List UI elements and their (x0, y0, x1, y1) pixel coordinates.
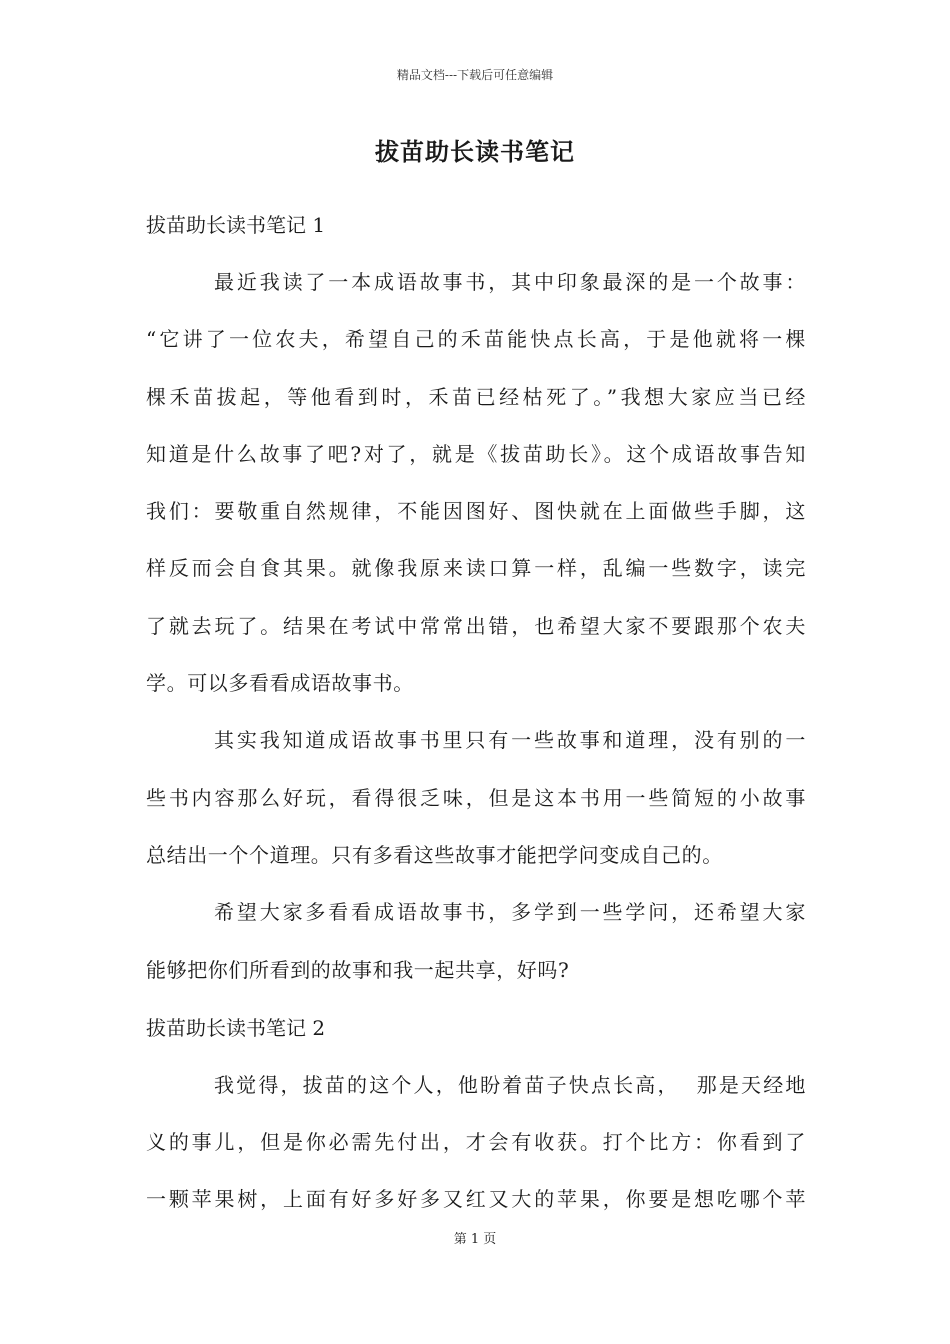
section-heading-2: 拔苗助长读书笔记 2 (146, 1015, 326, 1040)
section-heading-1: 拔苗助长读书笔记 1 (146, 213, 326, 237)
document-body (146, 196, 806, 1229)
text-line: 最近我读了一本成语故事书，其中印象最深的是一个故事： (214, 270, 806, 294)
text-line: 希望大家多看看成语故事书，多学到一些学问，还希望大家 (214, 900, 806, 925)
text-line: 学。可以多看看成语故事书。 (146, 671, 414, 696)
text-line: 知道是什么故事了吧?对了，就是《拔苗助长》。这个成语故事告知 (146, 441, 806, 466)
text-line: 棵禾苗拔起，等他看到时，禾苗已经枯死了。”我想大家应当已经 (146, 384, 806, 409)
paragraph-3 (146, 884, 806, 999)
text-line: 样反而会自食其果。就像我原来读口算一样，乱编一些数字，读完 (146, 556, 806, 581)
document-title: 拔苗助长读书笔记 (375, 137, 575, 166)
text-line: 我们：要敬重自然规律，不能因图好、图快就在上面做些手脚，这 (146, 499, 806, 524)
text-line: 一颗苹果树，上面有好多好多又红又大的苹果，你要是想吃哪个苹 (146, 1187, 806, 1212)
text-line: 总结出一个个道理。只有多看这些故事才能把学问变成自己的。 (146, 842, 723, 867)
paragraph-1 (146, 254, 806, 712)
text-line: 其实我知道成语故事书里只有一些故事和道理，没有别的一 (214, 728, 806, 753)
page-footer: 第 1 页 (453, 1232, 497, 1247)
text-line: 义的事儿，但是你必需先付出，才会有收获。打个比方：你看到了 (146, 1130, 806, 1155)
paragraph-2 (146, 712, 806, 884)
page-header: 精品文档---下载后可任意编辑 (396, 68, 554, 82)
text-line: 些书内容那么好玩，看得很乏味，但是这本书用一些简短的小故事 (146, 785, 806, 810)
text-line: “它讲了一位农夫，希望自己的禾苗能快点长高，于是他就将一棵 (146, 327, 806, 352)
paragraph-4 (146, 1057, 806, 1229)
text-line: 了就去玩了。结果在考试中常常出错，也希望大家不要跟那个农夫 (146, 613, 806, 638)
text-line: 能够把你们所看到的故事和我一起共享，好吗? (146, 957, 570, 982)
text-line: 我觉得，拔苗的这个人，他盼着苗子快点长高， 那是天经地 (214, 1072, 806, 1097)
